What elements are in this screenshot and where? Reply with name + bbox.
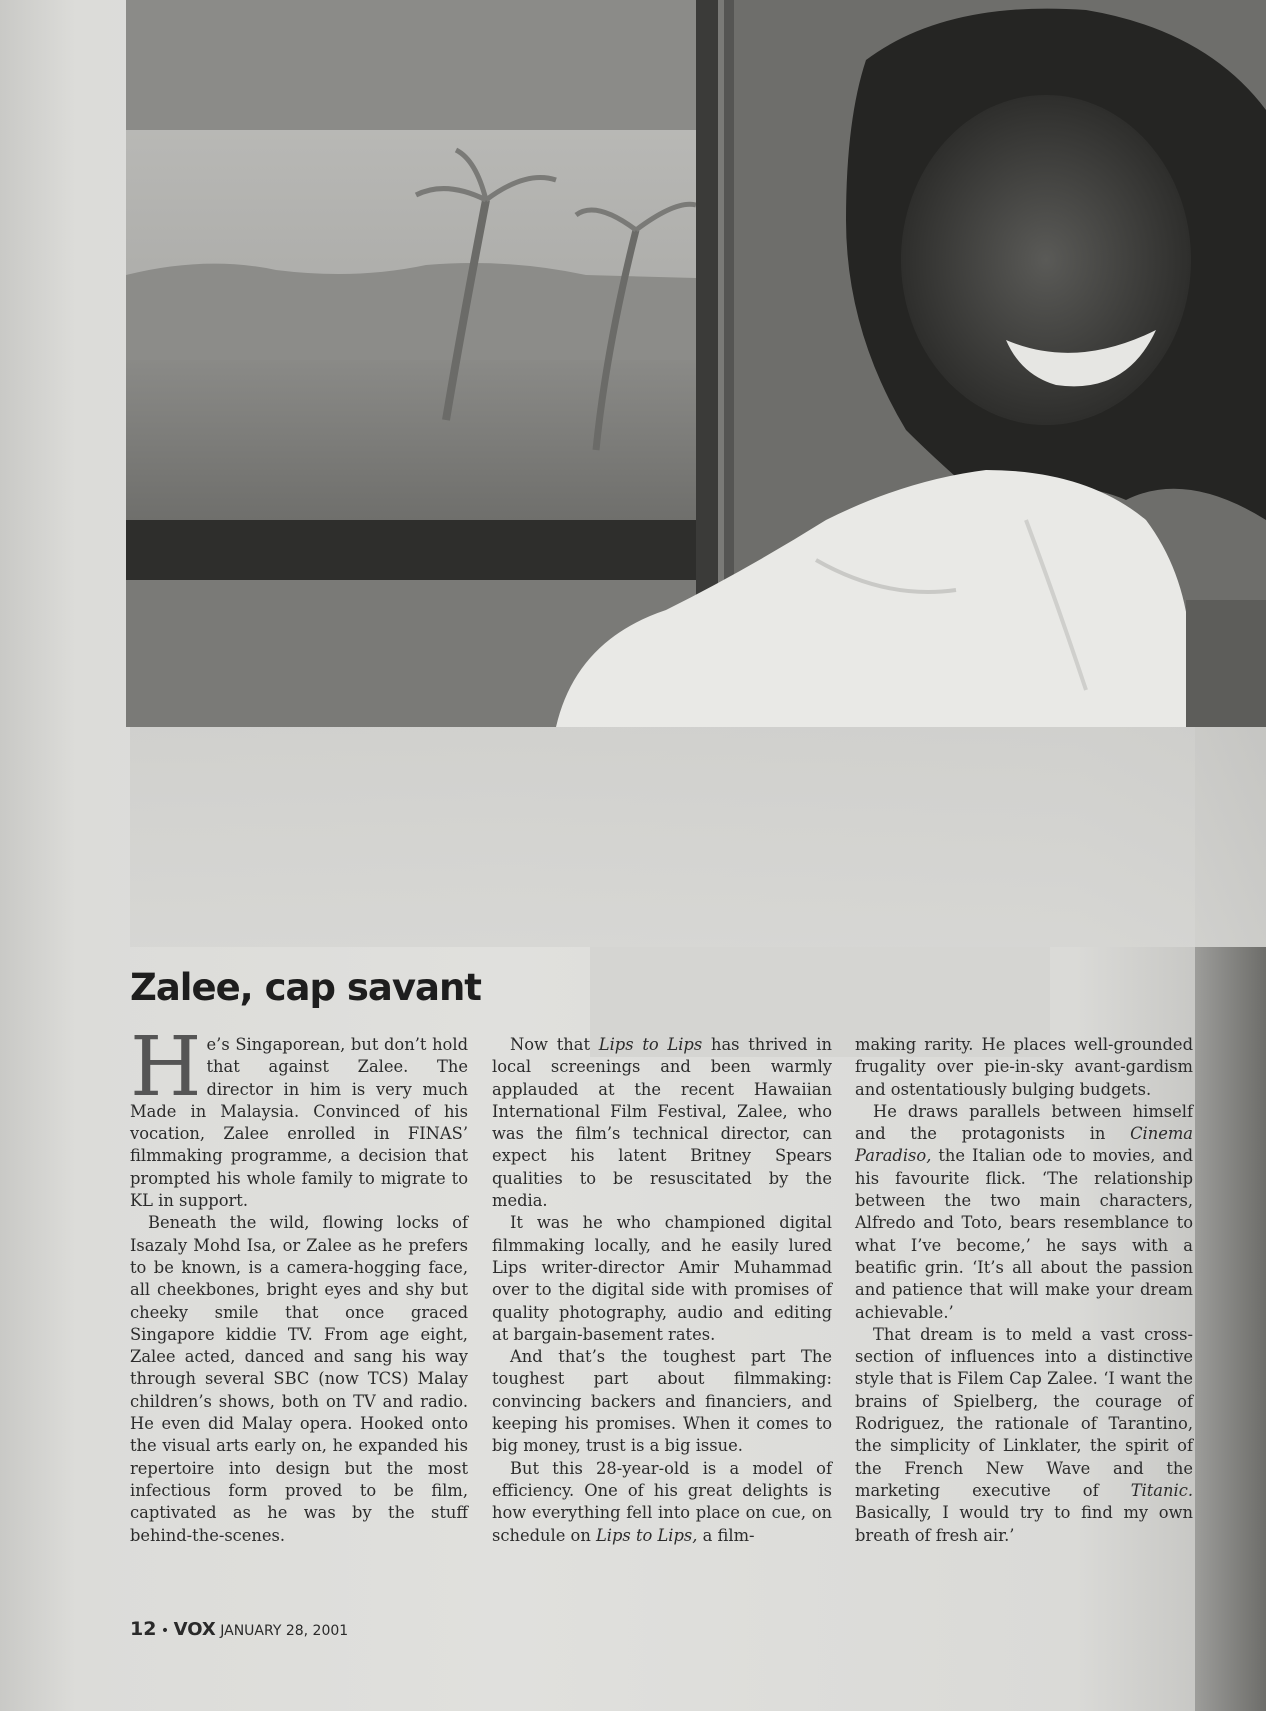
footer-bullet: • [160, 1623, 170, 1639]
article-headline: Zalee, cap savant [130, 966, 481, 1009]
paragraph: making rarity. He places well-grounded frugality over pie-in-sky avant-gardism and ostentatiously bulging budgets. [855, 1035, 1193, 1099]
paragraph: But this 28-year-old is a model of efficiency. One of his great delights is how everything fell into place on cue, on schedule on Lips to Lips, a film- [492, 1458, 832, 1545]
article-column-1 [130, 1020, 468, 1547]
paragraph: Beneath the wild, flowing locks of Isazaly Mohd Isa, or Zalee as he prefers to be known, is a camera-hogging face, all cheekbones, bright eyes and shy but cheeky smile that once graced Singapore kiddie TV. From age eight, Zalee acted, danced and sang his way through several SBC (now TCS) Malay children’s shows, both on TV and radio. He even did Malay opera. Hooked onto the visual arts early on, he expanded his repertoire into design but the most infectious form proved to be film, captivated as he was by the stuff behind-the-scenes. [130, 1213, 468, 1545]
publication-name: VOX [173, 1619, 216, 1640]
paragraph: That dream is to meld a vast cross-section of influences into a distinctive style that is Filem Cap Zalee. ‘I want the brains of Spielberg, the courage of Rodriguez, the rationale of Tarantino, the simplicity of Linklater, the spirit of the French New Wave and the marketing executive of Titanic. Basically, I would try to find my own breath of fresh air.’ [855, 1324, 1193, 1545]
show-through-panel [130, 727, 1266, 947]
page-number: 12 [130, 1618, 157, 1640]
film-title: Lips to Lips [598, 1035, 703, 1054]
paragraph: And that’s the toughest part The toughest part about filmmaking: convincing backers and financiers, and keeping his promises. When it comes to big money, trust is a big issue. [492, 1347, 832, 1456]
drop-cap: H [130, 1020, 202, 1115]
paragraph: Now that Lips to Lips has thrived in local screenings and been warmly applauded at the recent Hawaiian International Film Festival, Zalee, who was the film’s technical director, can expect his latent Britney Spears qualities to be resuscitated by the media. [492, 1035, 832, 1211]
film-title: Lips to Lips, [595, 1525, 698, 1545]
issue-date: JANUARY 28, 2001 [220, 1623, 349, 1639]
photo-zalee-on-bus [126, 0, 1266, 727]
paragraph: It was he who championed digital filmmaking locally, and he easily lured Lips writer-director Amir Muhammad over to the digital side with promises of quality photography, audio and editing at bargain-basement rates. [492, 1213, 832, 1344]
paragraph: He draws parallels between himself and the protagonists in Cinema Paradiso, the Italian ode to movies, and his favourite flick. ‘The relationship between the two main characters, Alfredo and Toto, bears resemblance to what I’ve become,’ he says with a beatific grin. ‘It’s all about the passion and patience that will make your dream achievable.’ [855, 1101, 1193, 1322]
paragraph: He’s Singaporean, but don’t hold that against Zalee. The director in him is very much Made in Malaysia. Convinced of his vocation, Zalee enrolled in FINAS’ filmmaking programme, a decision that prompted his whole family to migrate to KL in support. [130, 1020, 468, 1211]
film-title: Titanic. [1130, 1480, 1193, 1500]
article-column-2 [492, 1034, 832, 1547]
film-title: Cinema Paradiso, [855, 1124, 1193, 1166]
article-column-3 [855, 1034, 1193, 1547]
page-footer [130, 1618, 348, 1640]
